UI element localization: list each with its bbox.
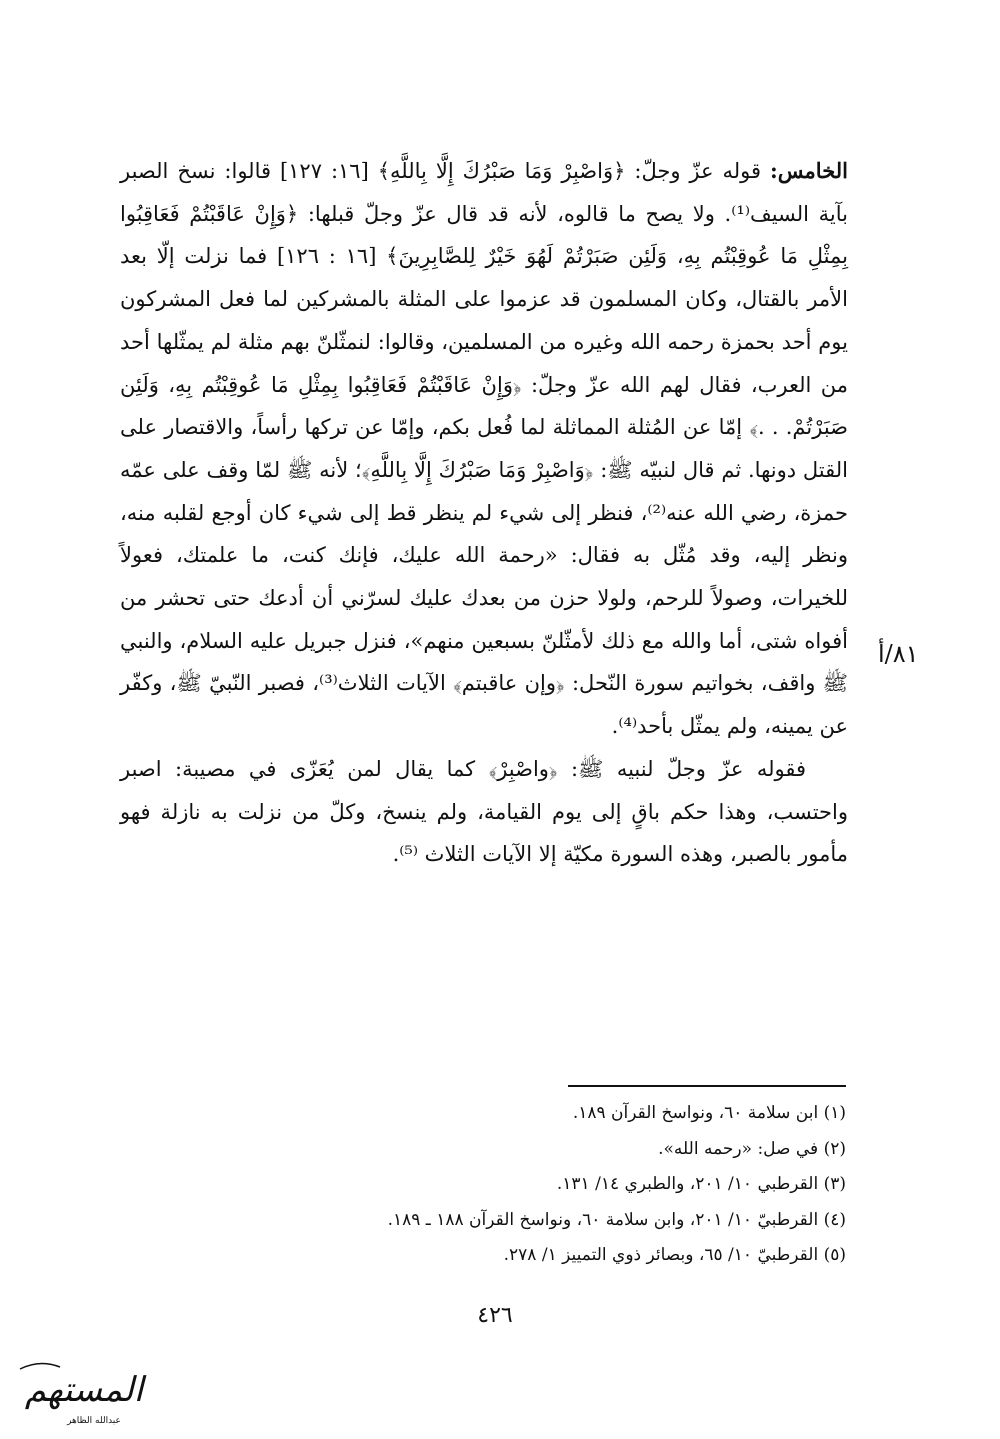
logo-subtext: عبدالله الظاهر xyxy=(67,1416,121,1426)
page-number: ٤٢٦ xyxy=(477,1303,513,1328)
publisher-logo-icon xyxy=(10,1355,158,1429)
manuscript-folio-note: ٨١/أ xyxy=(878,640,919,668)
footnote-divider xyxy=(568,1085,846,1087)
paragraph-1 xyxy=(120,150,848,748)
footnote-item: (٤) القرطبيّ ١٠/ ٢٠١، وابن سلامة ٦٠، ونواسخ القرآن ١٨٨ ـ ١٨٩. xyxy=(387,1209,846,1230)
footnote-item: (٢) في صل: «رحمه الله». xyxy=(658,1138,846,1159)
footnote-item: (١) ابن سلامة ٦٠، ونواسخ القرآن ١٨٩. xyxy=(572,1103,846,1123)
paragraph-lead: الخامس: xyxy=(770,158,848,183)
footnotes xyxy=(200,1096,846,1274)
footnote-item: (٥) القرطبيّ ١٠/ ٦٥، وبصائر ذوي التمييز ١/ ٢٧٨. xyxy=(503,1245,846,1265)
logo-text: المستهم xyxy=(24,1370,144,1410)
footnote-item: (٣) القرطبي ١٠/ ٢٠١، والطبري ١٤/ ١٣١. xyxy=(556,1174,846,1194)
paragraph-2 xyxy=(120,748,848,876)
body-text xyxy=(120,150,848,876)
paragraph-text: قوله عزّ وجلّ: ﴿وَاصْبِرْ وَمَا صَبْرُكَ إِلَّا بِاللَّهِ﴾ [١٦: ١٢٧] قالوا: نسخ الصبر بآية السيف⁽¹⁾. ولا يصح ما قالوه، لأنه قد قال عزّ وجلّ قبلها: ﴿وَإِنْ عَاقَبْتُمْ فَعَاقِبُوا بِمِثْلِ مَا عُوقِبْتُم بِهِ، وَلَئِن صَبَرْتُمْ لَهُوَ خَيْرٌ لِلصَّابِرِينَ﴾ [١٦ : ١٢٦] فما نزلت إلّا بعد الأمر بالقتال، وكان المسلمون قد عزموا على المثلة بالمشركين لما فعل المشركون يوم أحد بحمزة رحمه الله وغيره من المسلمين، وقالوا: لنمثّلنّ بهم مثلة لم يمثّلها أحد من العرب، فقال لهم الله عزّ وجلّ: ﴿وَإِنْ عَاقَبْتُمْ فَعَاقِبُوا بِمِثْلِ مَا عُوقِبْتُم بِهِ، وَلَئِن صَبَرْتُمْ. . .﴾ إمّا عن المُثلة المماثلة لما فُعل بكم، وإمّا عن تركها رأساً، والاقتصار على القتل دونها. ثم قال لنبيّه ﷺ: ﴿وَاصْبِرْ وَمَا صَبْرُكَ إِلَّا بِاللَّهِ﴾؛ لأنه ﷺ لمّا وقف على عمّه حمزة، رضي الله عنه⁽²⁾، فنظر إلى شيء لم ينظر قط إلى شيء كان أوجع لقلبه منه، ونظر إليه، وقد مُثّل به فقال: «رحمة الله عليك، فإنك كنت، ما علمتك، فعولاً للخيرات، وصولاً للرحم، ولولا حزن من بعدك عليك لسرّني أن أدعك حتى تحشر من أفواه شتى، أما والله مع ذلك لأمثّلنّ بسبعين منهم»، فنزل جبريل عليه السلام، والنبي ﷺ واقف، بخواتيم سورة النّحل: ﴿وإن عاقبتم﴾ الآيات الثلاث⁽³⁾، فصبر النّبيّ ﷺ، وكفّر عن يمينه، ولم يمثّل بأحد⁽⁴⁾. xyxy=(120,159,848,739)
paragraph-text: فقوله عزّ وجلّ لنبيه ﷺ: ﴿واصْبِرْ﴾ كما يقال لمن يُعَزّى في مصيبة: اصبر واحتسب، وهذا حكم باقٍ إلى يوم القيامة، ولم ينسخ، وكلّ من نزلت به نازلة فهو مأمور بالصبر، وهذه السورة مكيّة إلا الآيات الثلاث ⁽⁵⁾. xyxy=(120,756,848,867)
